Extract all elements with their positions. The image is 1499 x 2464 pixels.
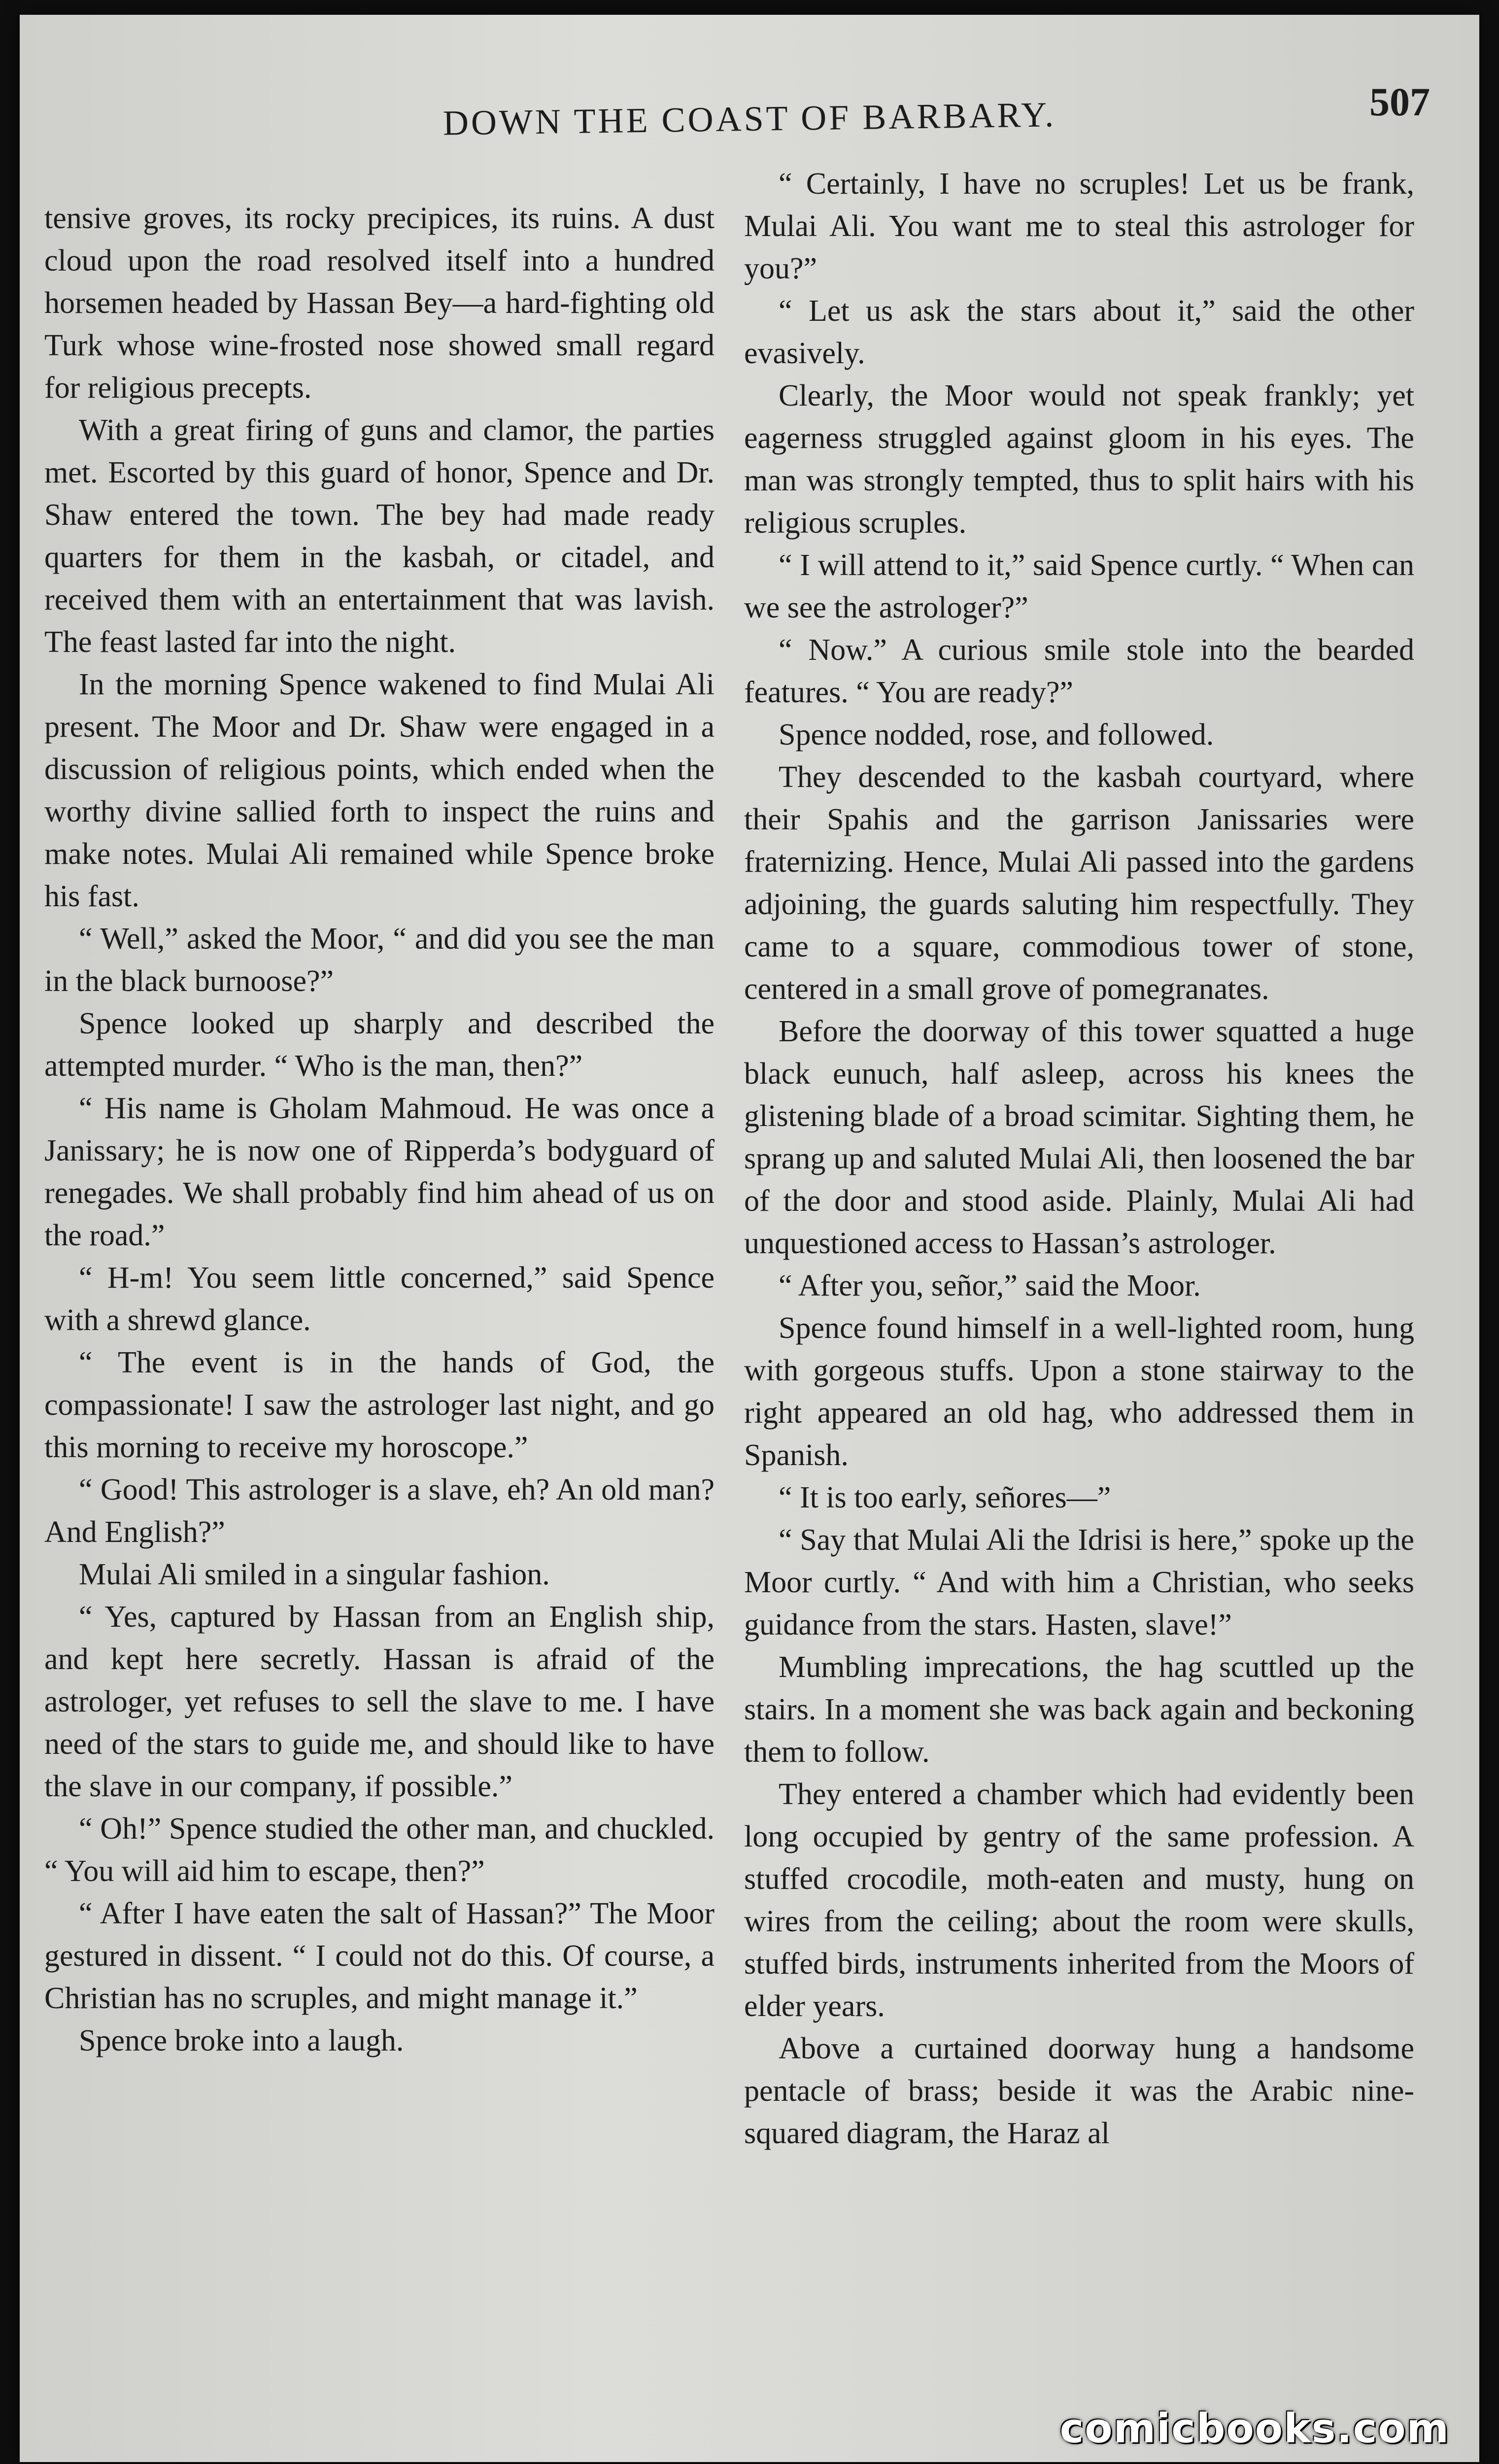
paragraph: “ Now.” A curious smile stole into the bearded features. “ You are ready?” <box>744 633 1414 709</box>
magazine-page <box>20 15 1479 2462</box>
right-column <box>744 163 1414 2155</box>
paragraph: They entered a chamber which had evidently been long occupied by gentry of the same profession. A stuffed crocodile, moth-eaten and musty, hung on wires from the ceiling; about the room were skulls, stuffed birds, instruments inherited from the Moors of elder years. <box>744 1778 1414 2023</box>
paragraph: “ The event is in the hands of God, the compassionate! I saw the astrologer last night, and go this morning to receive my horoscope.” <box>44 1346 715 1464</box>
paragraph: “ Good! This astrologer is a slave, eh? An old man? And English?” <box>44 1473 715 1549</box>
paragraph: Before the doorway of this tower squatted a huge black eunuch, half asleep, across his knees the glistening blade of a broad scimitar. Sighting them, he sprang up and saluted Mulai Ali, then loosened the bar of the door and stood aside. Plainly, Mulai Ali had unquestioned access to Hassan’s astrologer. <box>744 1015 1414 1260</box>
paragraph: tensive groves, its rocky precipices, its ruins. A dust cloud upon the road resolved itself into a hundred horsemen headed by Hassan Bey—a hard-fighting old Turk whose wine-frosted nose showed small regard for religious precepts. <box>44 202 715 405</box>
paragraph: “ It is too early, señores—” <box>779 1481 1111 1514</box>
paragraph: “ Yes, captured by Hassan from an English ship, and kept here secretly. Hassan is afraid of the astrologer, yet refuses to sell the slave to me. I have need of the stars to guide me, and should like to have the slave in our company, if possible.” <box>44 1600 715 1803</box>
paragraph: “ H-m! You seem little concerned,” said Spence with a shrewd glance. <box>44 1261 715 1337</box>
left-column <box>44 197 715 2062</box>
paragraph: “ His name is Gholam Mahmoud. He was once a Janissary; he is now one of Ripperda’s bodyguard of renegades. We shall probably find him ahead of us on the road.” <box>44 1092 715 1252</box>
paragraph: Spence found himself in a well-lighted room, hung with gorgeous stuffs. Upon a stone stairway to the right appeared an old hag, who addressed them in Spanish. <box>744 1311 1414 1472</box>
paragraph: “ Well,” asked the Moor, “ and did you see the man in the black burnoose?” <box>44 922 715 998</box>
paragraph: “ I will attend to it,” said Spence curtly. “ When can we see the astrologer?” <box>744 548 1414 624</box>
paragraph: Mumbling imprecations, the hag scuttled up the stairs. In a moment she was back again and beckoning them to follow. <box>744 1650 1414 1769</box>
paragraph: “ Certainly, I have no scruples! Let us be frank, Mulai Ali. You want me to steal this astrologer for you?” <box>744 167 1414 285</box>
paragraph: “ Let us ask the stars about it,” said the other evasively. <box>744 294 1414 370</box>
paragraph: Clearly, the Moor would not speak frankly; yet eagerness struggled against gloom in his eyes. The man was strongly tempted, thus to split hairs with his religious scruples. <box>744 379 1414 540</box>
paragraph: In the morning Spence wakened to find Mulai Ali present. The Moor and Dr. Shaw were engaged in a discussion of religious points, which ended when the worthy divine sallied forth to inspect the ruins and make notes. Mulai Ali remained while Spence broke his fast. <box>44 668 715 913</box>
paragraph: “ Say that Mulai Ali the Idrisi is here,” spoke up the Moor curtly. “ And with him a Christian, who seeks guidance from the stars. Hasten, slave!” <box>744 1523 1414 1642</box>
paragraph: Mulai Ali smiled in a singular fashion. <box>79 1558 550 1591</box>
paragraph: With a great firing of guns and clamor, the parties met. Escorted by this guard of honor, Spence and Dr. Shaw entered the town. The bey had made ready quarters for them in the kasbah, or citadel, and received them with an entertainment that was lavish. The feast lasted far into the night. <box>44 413 715 659</box>
paragraph: Spence nodded, rose, and followed. <box>779 718 1214 752</box>
paragraph: Spence broke into a laugh. <box>79 2024 404 2057</box>
paragraph: Spence looked up sharply and described the attempted murder. “ Who is the man, then?” <box>44 1007 715 1083</box>
paragraph: “ After I have eaten the salt of Hassan?” The Moor gestured in dissent. “ I could not do this. Of course, a Christian has no scruples, and might manage it.” <box>44 1897 715 2015</box>
paragraph: Above a curtained doorway hung a handsome pentacle of brass; beside it was the Arabic nine-squared diagram, the Haraz al <box>744 2032 1414 2150</box>
running-head: DOWN THE COAST OF BARBARY. <box>443 95 1056 143</box>
site-watermark: comicbooks.com <box>1059 2405 1450 2452</box>
page-header <box>20 79 1479 143</box>
paragraph: They descended to the kasbah courtyard, where their Spahis and the garrison Janissaries were fraternizing. Hence, Mulai Ali passed into the gardens adjoining, the guards saluting him respectfully. They came to a square, commodious tower of stone, centered in a small grove of pomegranates. <box>744 760 1414 1006</box>
paragraph: “ Oh!” Spence studied the other man, and chuckled. “ You will aid him to escape, then?” <box>44 1812 715 1888</box>
page-number: 507 <box>1369 79 1430 124</box>
paragraph: “ After you, señor,” said the Moor. <box>779 1269 1201 1302</box>
